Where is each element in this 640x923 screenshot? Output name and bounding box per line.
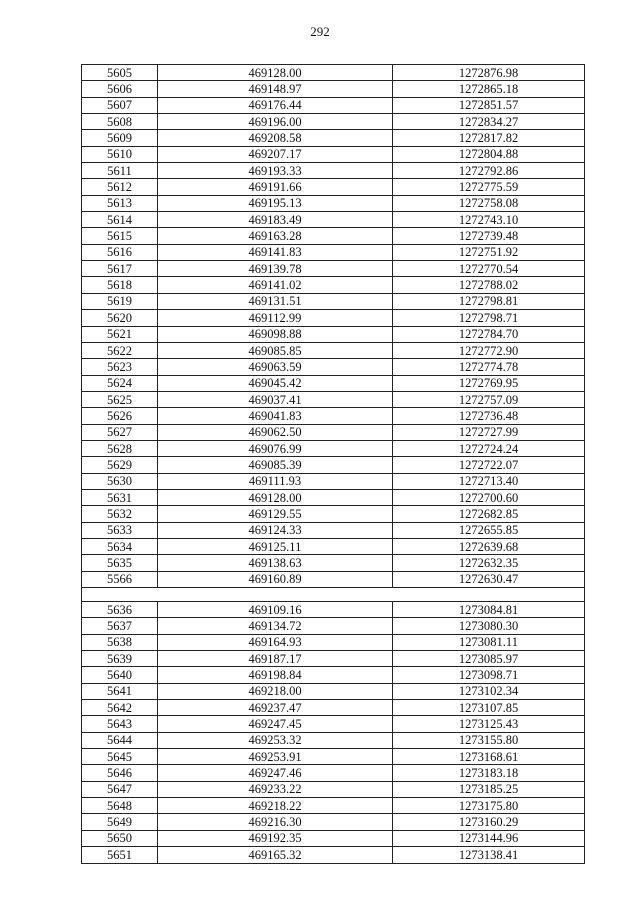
x-coordinate-cell: 469207.17 [158, 146, 393, 162]
point-number-cell: 5639 [82, 651, 158, 667]
x-coordinate-cell: 469253.91 [158, 749, 393, 765]
y-coordinate-cell: 1273107.85 [393, 700, 585, 716]
table-row [82, 830, 585, 846]
table-row [82, 228, 585, 244]
point-number-cell: 5620 [82, 310, 158, 326]
point-number-cell: 5647 [82, 781, 158, 797]
x-coordinate-cell: 469233.22 [158, 781, 393, 797]
table-row [82, 538, 585, 554]
x-coordinate-cell: 469085.85 [158, 342, 393, 358]
y-coordinate-cell: 1273081.11 [393, 634, 585, 650]
y-coordinate-cell: 1272834.27 [393, 114, 585, 130]
point-number-cell: 5609 [82, 130, 158, 146]
x-coordinate-cell: 469192.35 [158, 830, 393, 846]
point-number-cell: 5635 [82, 555, 158, 571]
point-number-cell: 5643 [82, 716, 158, 732]
x-coordinate-cell: 469247.45 [158, 716, 393, 732]
x-coordinate-cell: 469191.66 [158, 179, 393, 195]
point-number-cell: 5618 [82, 277, 158, 293]
table-row [82, 634, 585, 650]
point-number-cell: 5633 [82, 522, 158, 538]
point-number-cell: 5625 [82, 391, 158, 407]
table-row [82, 261, 585, 277]
x-coordinate-cell: 469062.50 [158, 424, 393, 440]
point-number-cell: 5616 [82, 244, 158, 260]
table-row [82, 195, 585, 211]
point-number-cell: 5628 [82, 440, 158, 456]
point-number-cell: 5637 [82, 618, 158, 634]
y-coordinate-cell: 1272788.02 [393, 277, 585, 293]
y-coordinate-cell: 1272722.07 [393, 457, 585, 473]
y-coordinate-cell: 1272727.99 [393, 424, 585, 440]
table-row [82, 506, 585, 522]
y-coordinate-cell: 1272770.54 [393, 261, 585, 277]
x-coordinate-cell: 469237.47 [158, 700, 393, 716]
table-row [82, 391, 585, 407]
point-number-cell: 5622 [82, 342, 158, 358]
table-row [82, 457, 585, 473]
point-number-cell: 5566 [82, 571, 158, 587]
table-row [82, 114, 585, 130]
y-coordinate-cell: 1272792.86 [393, 163, 585, 179]
point-number-cell: 5646 [82, 765, 158, 781]
point-number-cell: 5624 [82, 375, 158, 391]
x-coordinate-cell: 469193.33 [158, 163, 393, 179]
point-number-cell: 5636 [82, 602, 158, 618]
y-coordinate-cell: 1272865.18 [393, 81, 585, 97]
table-row [82, 700, 585, 716]
x-coordinate-cell: 469098.88 [158, 326, 393, 342]
table-row [82, 424, 585, 440]
point-number-cell: 5644 [82, 732, 158, 748]
table-row [82, 765, 585, 781]
x-coordinate-cell: 469076.99 [158, 440, 393, 456]
table-row [82, 667, 585, 683]
y-coordinate-cell: 1273138.41 [393, 847, 585, 863]
table-row [82, 310, 585, 326]
x-coordinate-cell: 469163.28 [158, 228, 393, 244]
table-row [82, 326, 585, 342]
table-row [82, 244, 585, 260]
table-row [82, 163, 585, 179]
y-coordinate-cell: 1272700.60 [393, 489, 585, 505]
point-number-cell: 5617 [82, 261, 158, 277]
table-row [82, 359, 585, 375]
x-coordinate-cell: 469196.00 [158, 114, 393, 130]
y-coordinate-cell: 1272798.81 [393, 293, 585, 309]
x-coordinate-cell: 469124.33 [158, 522, 393, 538]
x-coordinate-cell: 469148.97 [158, 81, 393, 97]
table-row [82, 342, 585, 358]
y-coordinate-cell: 1273155.80 [393, 732, 585, 748]
table-row [82, 716, 585, 732]
y-coordinate-cell: 1273175.80 [393, 798, 585, 814]
y-coordinate-cell: 1272713.40 [393, 473, 585, 489]
table-row [82, 408, 585, 424]
table-row [82, 130, 585, 146]
point-number-cell: 5641 [82, 683, 158, 699]
table-row [82, 146, 585, 162]
y-coordinate-cell: 1272739.48 [393, 228, 585, 244]
point-number-cell: 5605 [82, 65, 158, 81]
y-coordinate-cell: 1272804.88 [393, 146, 585, 162]
table-row [82, 571, 585, 587]
point-number-cell: 5614 [82, 212, 158, 228]
table-row [82, 781, 585, 797]
x-coordinate-cell: 469183.49 [158, 212, 393, 228]
x-coordinate-cell: 469128.00 [158, 489, 393, 505]
point-number-cell: 5613 [82, 195, 158, 211]
point-number-cell: 5634 [82, 538, 158, 554]
table-row [82, 602, 585, 618]
x-coordinate-cell: 469138.63 [158, 555, 393, 571]
coordinate-table [81, 64, 585, 864]
table-row [82, 440, 585, 456]
y-coordinate-cell: 1273080.30 [393, 618, 585, 634]
table-row [82, 618, 585, 634]
point-number-cell: 5607 [82, 97, 158, 113]
point-number-cell: 5619 [82, 293, 158, 309]
x-coordinate-cell: 469041.83 [158, 408, 393, 424]
y-coordinate-cell: 1272876.98 [393, 65, 585, 81]
point-number-cell: 5612 [82, 179, 158, 195]
point-number-cell: 5615 [82, 228, 158, 244]
x-coordinate-cell: 469195.13 [158, 195, 393, 211]
point-number-cell: 5640 [82, 667, 158, 683]
y-coordinate-cell: 1272757.09 [393, 391, 585, 407]
y-coordinate-cell: 1272769.95 [393, 375, 585, 391]
y-coordinate-cell: 1273102.34 [393, 683, 585, 699]
x-coordinate-cell: 469129.55 [158, 506, 393, 522]
y-coordinate-cell: 1273098.71 [393, 667, 585, 683]
y-coordinate-cell: 1273144.96 [393, 830, 585, 846]
x-coordinate-cell: 469128.00 [158, 65, 393, 81]
x-coordinate-cell: 469063.59 [158, 359, 393, 375]
point-number-cell: 5626 [82, 408, 158, 424]
y-coordinate-cell: 1272632.35 [393, 555, 585, 571]
separator-cell [82, 588, 585, 602]
table-row [82, 293, 585, 309]
table-row [82, 473, 585, 489]
x-coordinate-cell: 469111.93 [158, 473, 393, 489]
y-coordinate-cell: 1272630.47 [393, 571, 585, 587]
table-row [82, 798, 585, 814]
y-coordinate-cell: 1272784.70 [393, 326, 585, 342]
y-coordinate-cell: 1272798.71 [393, 310, 585, 326]
y-coordinate-cell: 1273085.97 [393, 651, 585, 667]
y-coordinate-cell: 1272772.90 [393, 342, 585, 358]
point-number-cell: 5627 [82, 424, 158, 440]
table-row [82, 489, 585, 505]
point-number-cell: 5611 [82, 163, 158, 179]
point-number-cell: 5645 [82, 749, 158, 765]
y-coordinate-cell: 1273084.81 [393, 602, 585, 618]
table-row [82, 683, 585, 699]
x-coordinate-cell: 469247.46 [158, 765, 393, 781]
table-separator-row [82, 588, 585, 602]
y-coordinate-cell: 1272655.85 [393, 522, 585, 538]
x-coordinate-cell: 469165.32 [158, 847, 393, 863]
point-number-cell: 5623 [82, 359, 158, 375]
point-number-cell: 5606 [82, 81, 158, 97]
x-coordinate-cell: 469216.30 [158, 814, 393, 830]
table-row [82, 97, 585, 113]
x-coordinate-cell: 469134.72 [158, 618, 393, 634]
y-coordinate-cell: 1272639.68 [393, 538, 585, 554]
table-row [82, 522, 585, 538]
x-coordinate-cell: 469139.78 [158, 261, 393, 277]
y-coordinate-cell: 1273168.61 [393, 749, 585, 765]
x-coordinate-cell: 469131.51 [158, 293, 393, 309]
y-coordinate-cell: 1272724.24 [393, 440, 585, 456]
table-row [82, 212, 585, 228]
point-number-cell: 5651 [82, 847, 158, 863]
y-coordinate-cell: 1272817.82 [393, 130, 585, 146]
point-number-cell: 5638 [82, 634, 158, 650]
x-coordinate-cell: 469253.32 [158, 732, 393, 748]
x-coordinate-cell: 469187.17 [158, 651, 393, 667]
x-coordinate-cell: 469085.39 [158, 457, 393, 473]
x-coordinate-cell: 469125.11 [158, 538, 393, 554]
point-number-cell: 5608 [82, 114, 158, 130]
y-coordinate-cell: 1273160.29 [393, 814, 585, 830]
table-row [82, 277, 585, 293]
x-coordinate-cell: 469141.83 [158, 244, 393, 260]
table-row [82, 179, 585, 195]
point-number-cell: 5621 [82, 326, 158, 342]
table-row [82, 651, 585, 667]
x-coordinate-cell: 469141.02 [158, 277, 393, 293]
x-coordinate-cell: 469164.93 [158, 634, 393, 650]
x-coordinate-cell: 469176.44 [158, 97, 393, 113]
y-coordinate-cell: 1272774.78 [393, 359, 585, 375]
x-coordinate-cell: 469037.41 [158, 391, 393, 407]
point-number-cell: 5630 [82, 473, 158, 489]
y-coordinate-cell: 1273183.18 [393, 765, 585, 781]
x-coordinate-cell: 469208.58 [158, 130, 393, 146]
point-number-cell: 5650 [82, 830, 158, 846]
y-coordinate-cell: 1273125.43 [393, 716, 585, 732]
x-coordinate-cell: 469198.84 [158, 667, 393, 683]
point-number-cell: 5631 [82, 489, 158, 505]
table-row [82, 375, 585, 391]
page-number: 292 [310, 24, 330, 39]
point-number-cell: 5642 [82, 700, 158, 716]
point-number-cell: 5610 [82, 146, 158, 162]
y-coordinate-cell: 1273185.25 [393, 781, 585, 797]
x-coordinate-cell: 469160.89 [158, 571, 393, 587]
table-row [82, 749, 585, 765]
table-row [82, 81, 585, 97]
point-number-cell: 5632 [82, 506, 158, 522]
y-coordinate-cell: 1272851.57 [393, 97, 585, 113]
y-coordinate-cell: 1272758.08 [393, 195, 585, 211]
point-number-cell: 5649 [82, 814, 158, 830]
y-coordinate-cell: 1272736.48 [393, 408, 585, 424]
table-row [82, 814, 585, 830]
y-coordinate-cell: 1272743.10 [393, 212, 585, 228]
table-row [82, 65, 585, 81]
x-coordinate-cell: 469218.22 [158, 798, 393, 814]
x-coordinate-cell: 469218.00 [158, 683, 393, 699]
y-coordinate-cell: 1272775.59 [393, 179, 585, 195]
point-number-cell: 5629 [82, 457, 158, 473]
x-coordinate-cell: 469045.42 [158, 375, 393, 391]
point-number-cell: 5648 [82, 798, 158, 814]
table-row [82, 555, 585, 571]
table-row [82, 847, 585, 863]
x-coordinate-cell: 469112.99 [158, 310, 393, 326]
y-coordinate-cell: 1272751.92 [393, 244, 585, 260]
table-row [82, 732, 585, 748]
y-coordinate-cell: 1272682.85 [393, 506, 585, 522]
x-coordinate-cell: 469109.16 [158, 602, 393, 618]
